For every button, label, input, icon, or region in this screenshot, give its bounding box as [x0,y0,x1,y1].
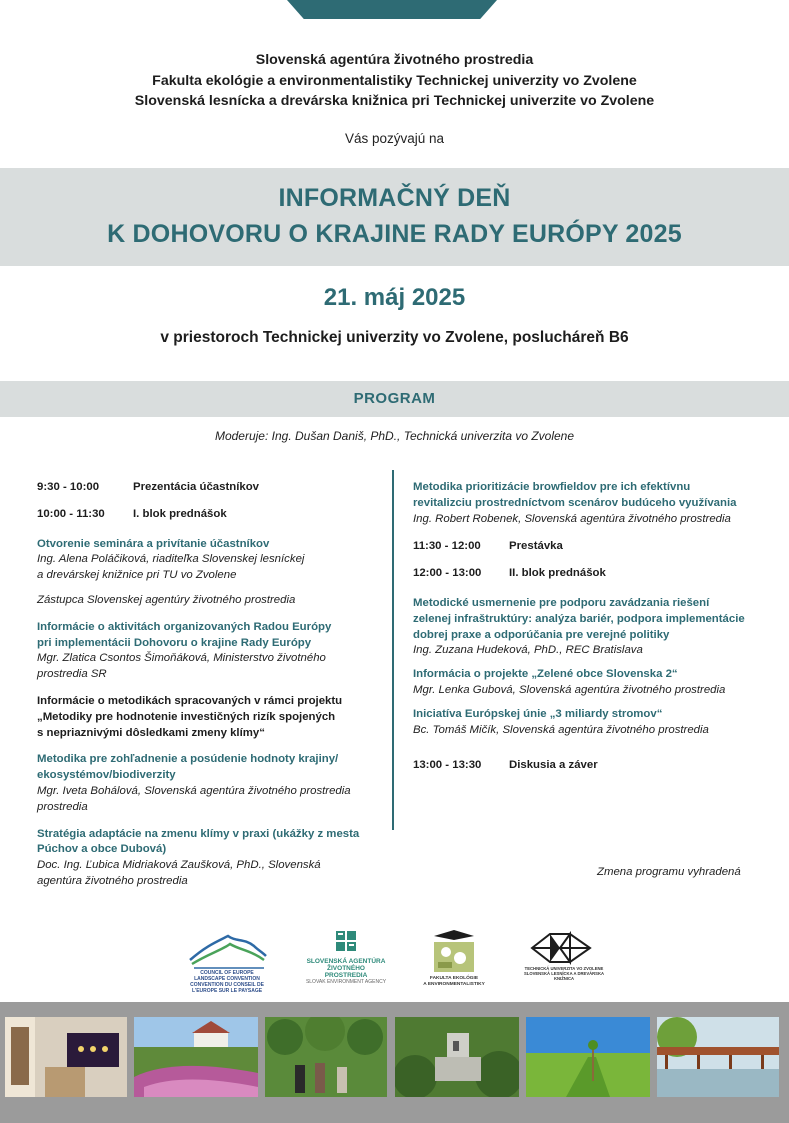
talk-opening [37,537,382,584]
coe-caption-a: COUNCIL OF EUROPE LANDSCAPE CONVENTION [194,970,260,982]
program-change-note: Zmena programu vyhradená [597,866,741,878]
column-divider [392,470,394,830]
talk-title: Informácie o aktivitách organizovaných Radou Európy [37,620,332,633]
schedule-row [37,480,382,496]
talk-three-billion-trees [413,707,765,739]
slot-time: 11:30 - 12:00 [413,540,481,553]
talk-title: Otvorenie seminára a privítanie účastníkov [37,537,270,550]
program-right-column [413,480,765,774]
talk-speaker: Mgr. Lenka Gubová, Slovenská agentúra životného prostredia [413,683,726,696]
talk-brownfields [413,480,765,527]
photo-tree-alley [526,1017,650,1097]
talk-speaker: Bc. Tomáš Mičík, Slovenská agentúra životného prostredia [413,723,709,736]
mountain-icon [186,928,268,970]
talk-title: Informácie o metodikách spracovaných v rámci projektu [37,694,343,707]
invite-text: Vás pozývajú na [344,131,445,146]
talk-title: zelenej infraštruktúry: analýza bariér, podpora implementácie [413,612,745,625]
tu-emblem-icon [516,928,612,966]
talk-title: s nepriaznivými dôsledkami zmeny klímy“ [37,726,265,739]
slot-time: 10:00 - 11:30 [37,507,105,520]
slot-label: II. blok prednášok [509,567,606,580]
fee-caption-b: A ENVIRONMENTALISTIKY [423,981,485,987]
coe-landscape-logo [186,928,268,994]
sazp-caption-a: SLOVENSKÁ AGENTÚRA [306,958,386,965]
talk-speaker: agentúra životného prostredia [37,874,188,887]
talk-title: pri implementácii Dohovoru o krajine Rady Európy [37,636,312,649]
schedule-row [37,507,382,523]
slot-label: I. blok prednášok [133,507,227,520]
slot-time: 12:00 - 13:00 [413,567,482,580]
title-band [0,168,789,266]
schedule-row [413,566,765,582]
program-left-column [37,480,382,890]
talk-landscape-value [37,752,382,815]
tu-library-logo [516,928,612,990]
talk-speaker: Ing. Alena Poláčiková, riaditeľka Slovenskej lesníckej [37,553,305,566]
photo-castle-ruin [395,1017,519,1097]
slot-label: Prestávka [509,540,563,553]
talk-speaker: prostredia SR [37,668,107,681]
photo-flowerbed [134,1017,258,1097]
photo-wooden-bridge [657,1017,779,1097]
talk-speaker: Mgr. Zlatica Csontos Šimoňáková, Ministerstvo životného [37,652,326,665]
organizers [0,50,789,112]
talk-methods [37,694,382,741]
schedule-row [413,758,765,774]
talk-council [37,620,382,683]
fee-logo [420,928,488,990]
schedule-row [413,539,765,555]
partner-logos [0,928,789,994]
organizer-sazp: Slovenská agentúra životného prostredia [255,52,534,68]
event-venue: v priestoroch Technickej univerzity vo Zvolene, poslucháreň B6 [160,329,629,346]
talk-speaker: Doc. Ing. Ľubica Midriaková Zaušková, PhD., Slovenská [37,859,321,872]
sazp-caption-b: ŽIVOTNÉHO PROSTREDIA [324,965,368,979]
talk-title: Púchov a obce Dubová) [37,843,167,856]
slot-time: 13:00 - 13:30 [413,759,482,772]
talk-green-villages [413,667,765,699]
talk-title: Metodika pre zohľadnenie a posúdenie hodnoty krajiny/ [37,753,339,766]
event-date: 21. máj 2025 [323,284,466,311]
moderator: Moderuje: Ing. Dušan Daniš, PhD., Technická univerzita vo Zvolene [214,429,575,443]
tu-caption-b: SLOVENSKÁ LESNÍCKA A DREVÁRSKA KNIŽNICA [523,971,605,981]
talk-title: ekosystémov/biodiverzity [37,769,176,782]
tu-caption-a: TECHNICKÁ UNIVERZITA VO ZVOLENE [524,966,604,971]
photo-strip [0,1002,789,1123]
slot-label: Diskusia a záver [509,759,598,772]
talk-speaker: Ing. Zuzana Hudeková, PhD., REC Bratislava [413,644,643,657]
talk-speaker: prostredia [37,800,88,813]
top-decorative-tab [287,0,497,19]
photo-people-garden [265,1017,387,1097]
talk-title: Stratégia adaptácie na zmenu klímy v praxi (ukážky z mesta [37,827,360,840]
talk-green-infrastructure [413,596,765,659]
talk-speaker: Ing. Robert Robenek, Slovenská agentúra životného prostredia [413,512,731,525]
talk-title: Metodika prioritizácie browfieldov pre ich efektívnu [413,481,691,493]
event-title-line2: K DOHOVORU O KRAJINE RADY EURÓPY 2025 [107,220,682,248]
fee-emblem-icon [420,928,488,976]
talk-speaker: Mgr. Iveta Bohálová, Slovenská agentúra životného prostredia [37,784,351,797]
organizer-fee: Fakulta ekológie a environmentalistiky Technickej univerzity vo Zvolene [152,72,637,89]
talk-title: dobrej praxe a odporúčania pre verejné politiky [413,628,670,641]
talk-title: Iniciatíva Európskej únie „3 miliardy stromov“ [413,707,663,720]
talk-title: Informácia o projekte „Zelené obce Slovenska 2“ [413,668,678,681]
sazp-emblem-icon [305,928,387,958]
talk-extra: Zástupca Slovenskej agentúry životného prostredia [37,593,296,606]
talk-adaptation [37,827,382,890]
slot-time: 9:30 - 10:00 [37,481,100,493]
talk-title: Metodické usmernenie pre podporu zavádzania riešení [413,596,710,609]
slot-label: Prezentácia účastníkov [133,481,259,493]
talk-speaker: a drevárskej knižnice pri TU vo Zvolene [37,569,237,582]
photo-museum [5,1017,127,1097]
sazp-caption-c: SLOVAK ENVIRONMENT AGENCY [305,979,387,985]
program-heading: PROGRAM [0,381,789,417]
organizer-library: Slovenská lesnícka a drevárska knižnica pri Technickej univerzite vo Zvolene [134,93,655,109]
sazp-logo [305,928,387,990]
talk-title: „Metodiky pre hodnotenie investičných rizík spojených [37,710,336,723]
talk-title: revitalizciu prostredníctvom scenárov budúceho využívania [413,496,737,509]
event-title-line1: INFORMAČNÝ DEŇ [278,184,511,212]
coe-caption-b: CONVENTION DU CONSEIL DE L'EUROPE SUR LE PAYSAGE [190,982,264,994]
fee-caption-a: FAKULTA EKOLÓGIE [429,976,479,981]
